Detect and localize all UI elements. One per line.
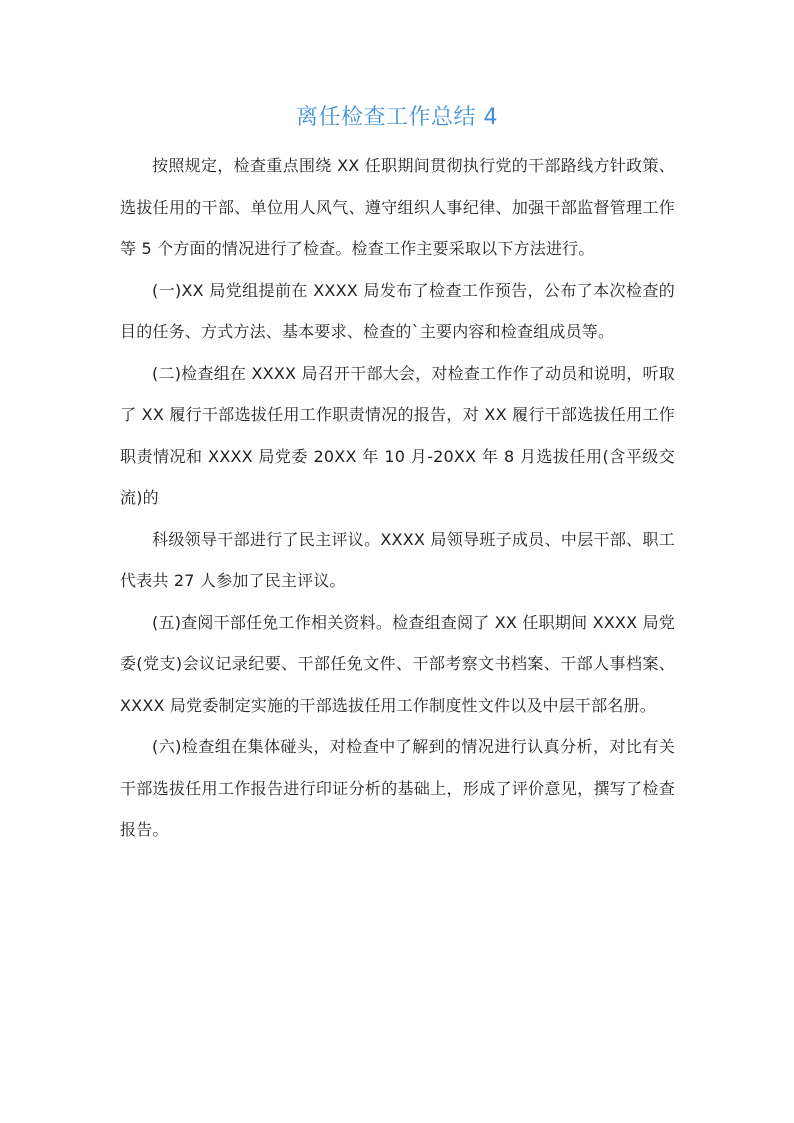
paragraph-item-1: (一)XX 局党组提前在 XXXX 局发布了检查工作预告，公布了本次检查的目的任务、方式方法、基本要求、检查的`主要内容和检查组成员等。 bbox=[120, 280, 675, 341]
document-body bbox=[120, 145, 675, 851]
paragraph-inspection-scope: 按照规定，检查重点围绕 XX 任职期间贯彻执行党的干部路线方针政策、选拔任用的干部、单位用人风气、遵守组织人事纪律、加强干部监督管理工作等 5 个方面的情况进行了检查。检查工作主要采取以下方法进行。 bbox=[120, 156, 675, 258]
paragraph-item-6: (六)检查组在集体碰头，对检查中了解到的情况进行认真分析，对比有关干部选拔任用工作报告进行印证分析的基础上，形成了评价意见，撰写了检查报告。 bbox=[120, 737, 675, 839]
paragraph-democratic-review: 科级领导干部进行了民主评议。XXXX 局领导班子成员、中层干部、职工代表共 27 人参加了民主评议。 bbox=[120, 529, 675, 590]
paragraph-item-5: (五)查阅干部任免工作相关资料。检查组查阅了 XX 任职期间 XXXX 局党委(党支)会议记录纪要、干部任免文件、干部考察文书档案、干部人事档案、XXXX 局党委制定实施的干部选拔任用工作制度性文件以及中层干部名册。 bbox=[120, 612, 675, 715]
paragraph-item-2: (二)检查组在 XXXX 局召开干部大会，对检查工作作了动员和说明，听取了 XX 履行干部选拔任用工作职责情况的报告，对 XX 履行干部选拔任用工作职责情况和 XXXX 局党委 20XX 年 10 月-20XX 年 8 月选拔任用(含平级交流)的 bbox=[120, 363, 675, 507]
document-title: 离任检查工作总结 4 bbox=[296, 105, 498, 130]
